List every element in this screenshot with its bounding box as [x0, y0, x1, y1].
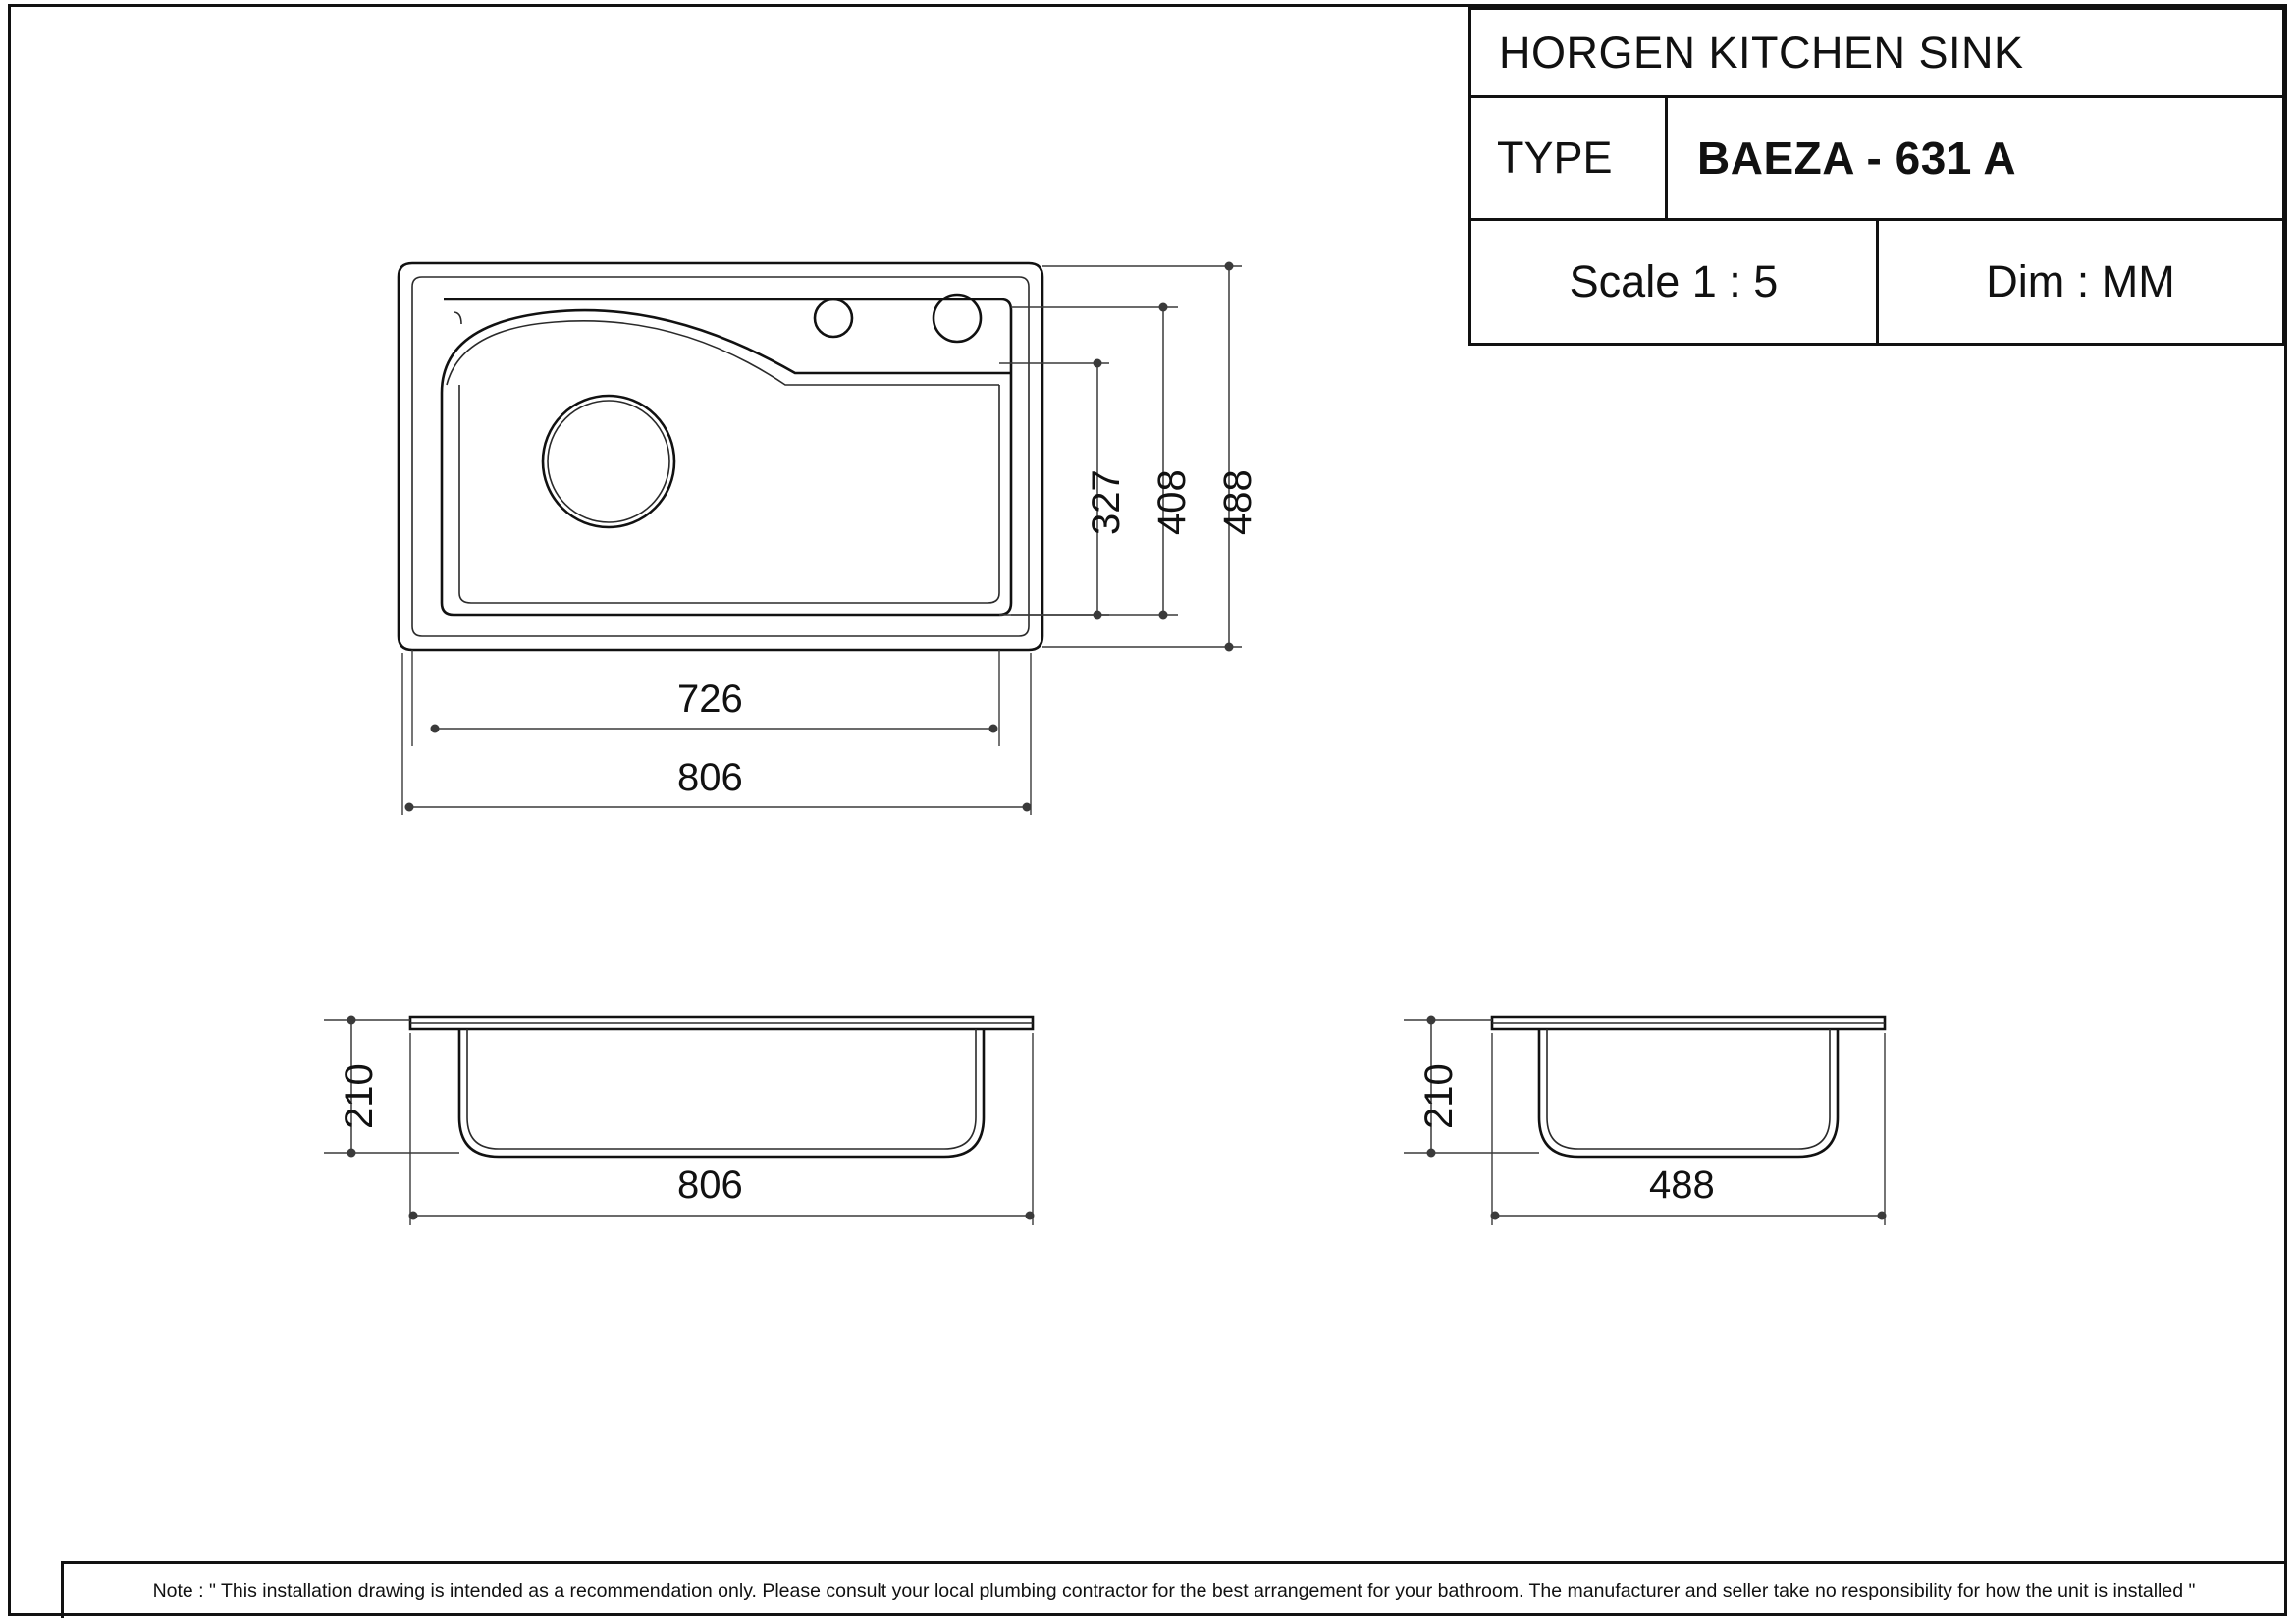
dim-side-height-210: 210	[1417, 1063, 1461, 1129]
type-value: BAEZA - 631 A	[1697, 133, 2017, 184]
product-title: HORGEN KITCHEN SINK	[1471, 10, 2282, 98]
installation-note: Note : " This installation drawing is intended as a recommendation only. Please consult your local plumbing contractor for the best arrangement for your bathroom. The manufacturer and seller take no responsibility for how the unit is installed "	[61, 1561, 2284, 1618]
dim-front-width-806: 806	[677, 1164, 743, 1207]
dim-bowl-depth-327: 327	[1085, 469, 1128, 535]
dim-front-height-210: 210	[338, 1063, 381, 1129]
scale-value: Scale 1 : 5	[1471, 221, 1879, 343]
side-elevation	[1256, 943, 2218, 1316]
front-elevation	[0, 943, 1178, 1316]
dim-outer-depth-488: 488	[1216, 469, 1259, 535]
type-label: TYPE	[1471, 98, 1668, 218]
dim-outer-width-806: 806	[677, 756, 743, 799]
top-view	[0, 0, 1374, 884]
dim-cutout-width-726: 726	[677, 677, 743, 721]
dim-side-width-488: 488	[1649, 1164, 1715, 1207]
title-block	[1468, 7, 2285, 346]
dim-cutout-depth-408: 408	[1150, 469, 1194, 535]
scale-row	[1471, 221, 2282, 343]
dimension-units: Dim : MM	[1986, 256, 2175, 306]
type-row	[1471, 98, 2282, 221]
